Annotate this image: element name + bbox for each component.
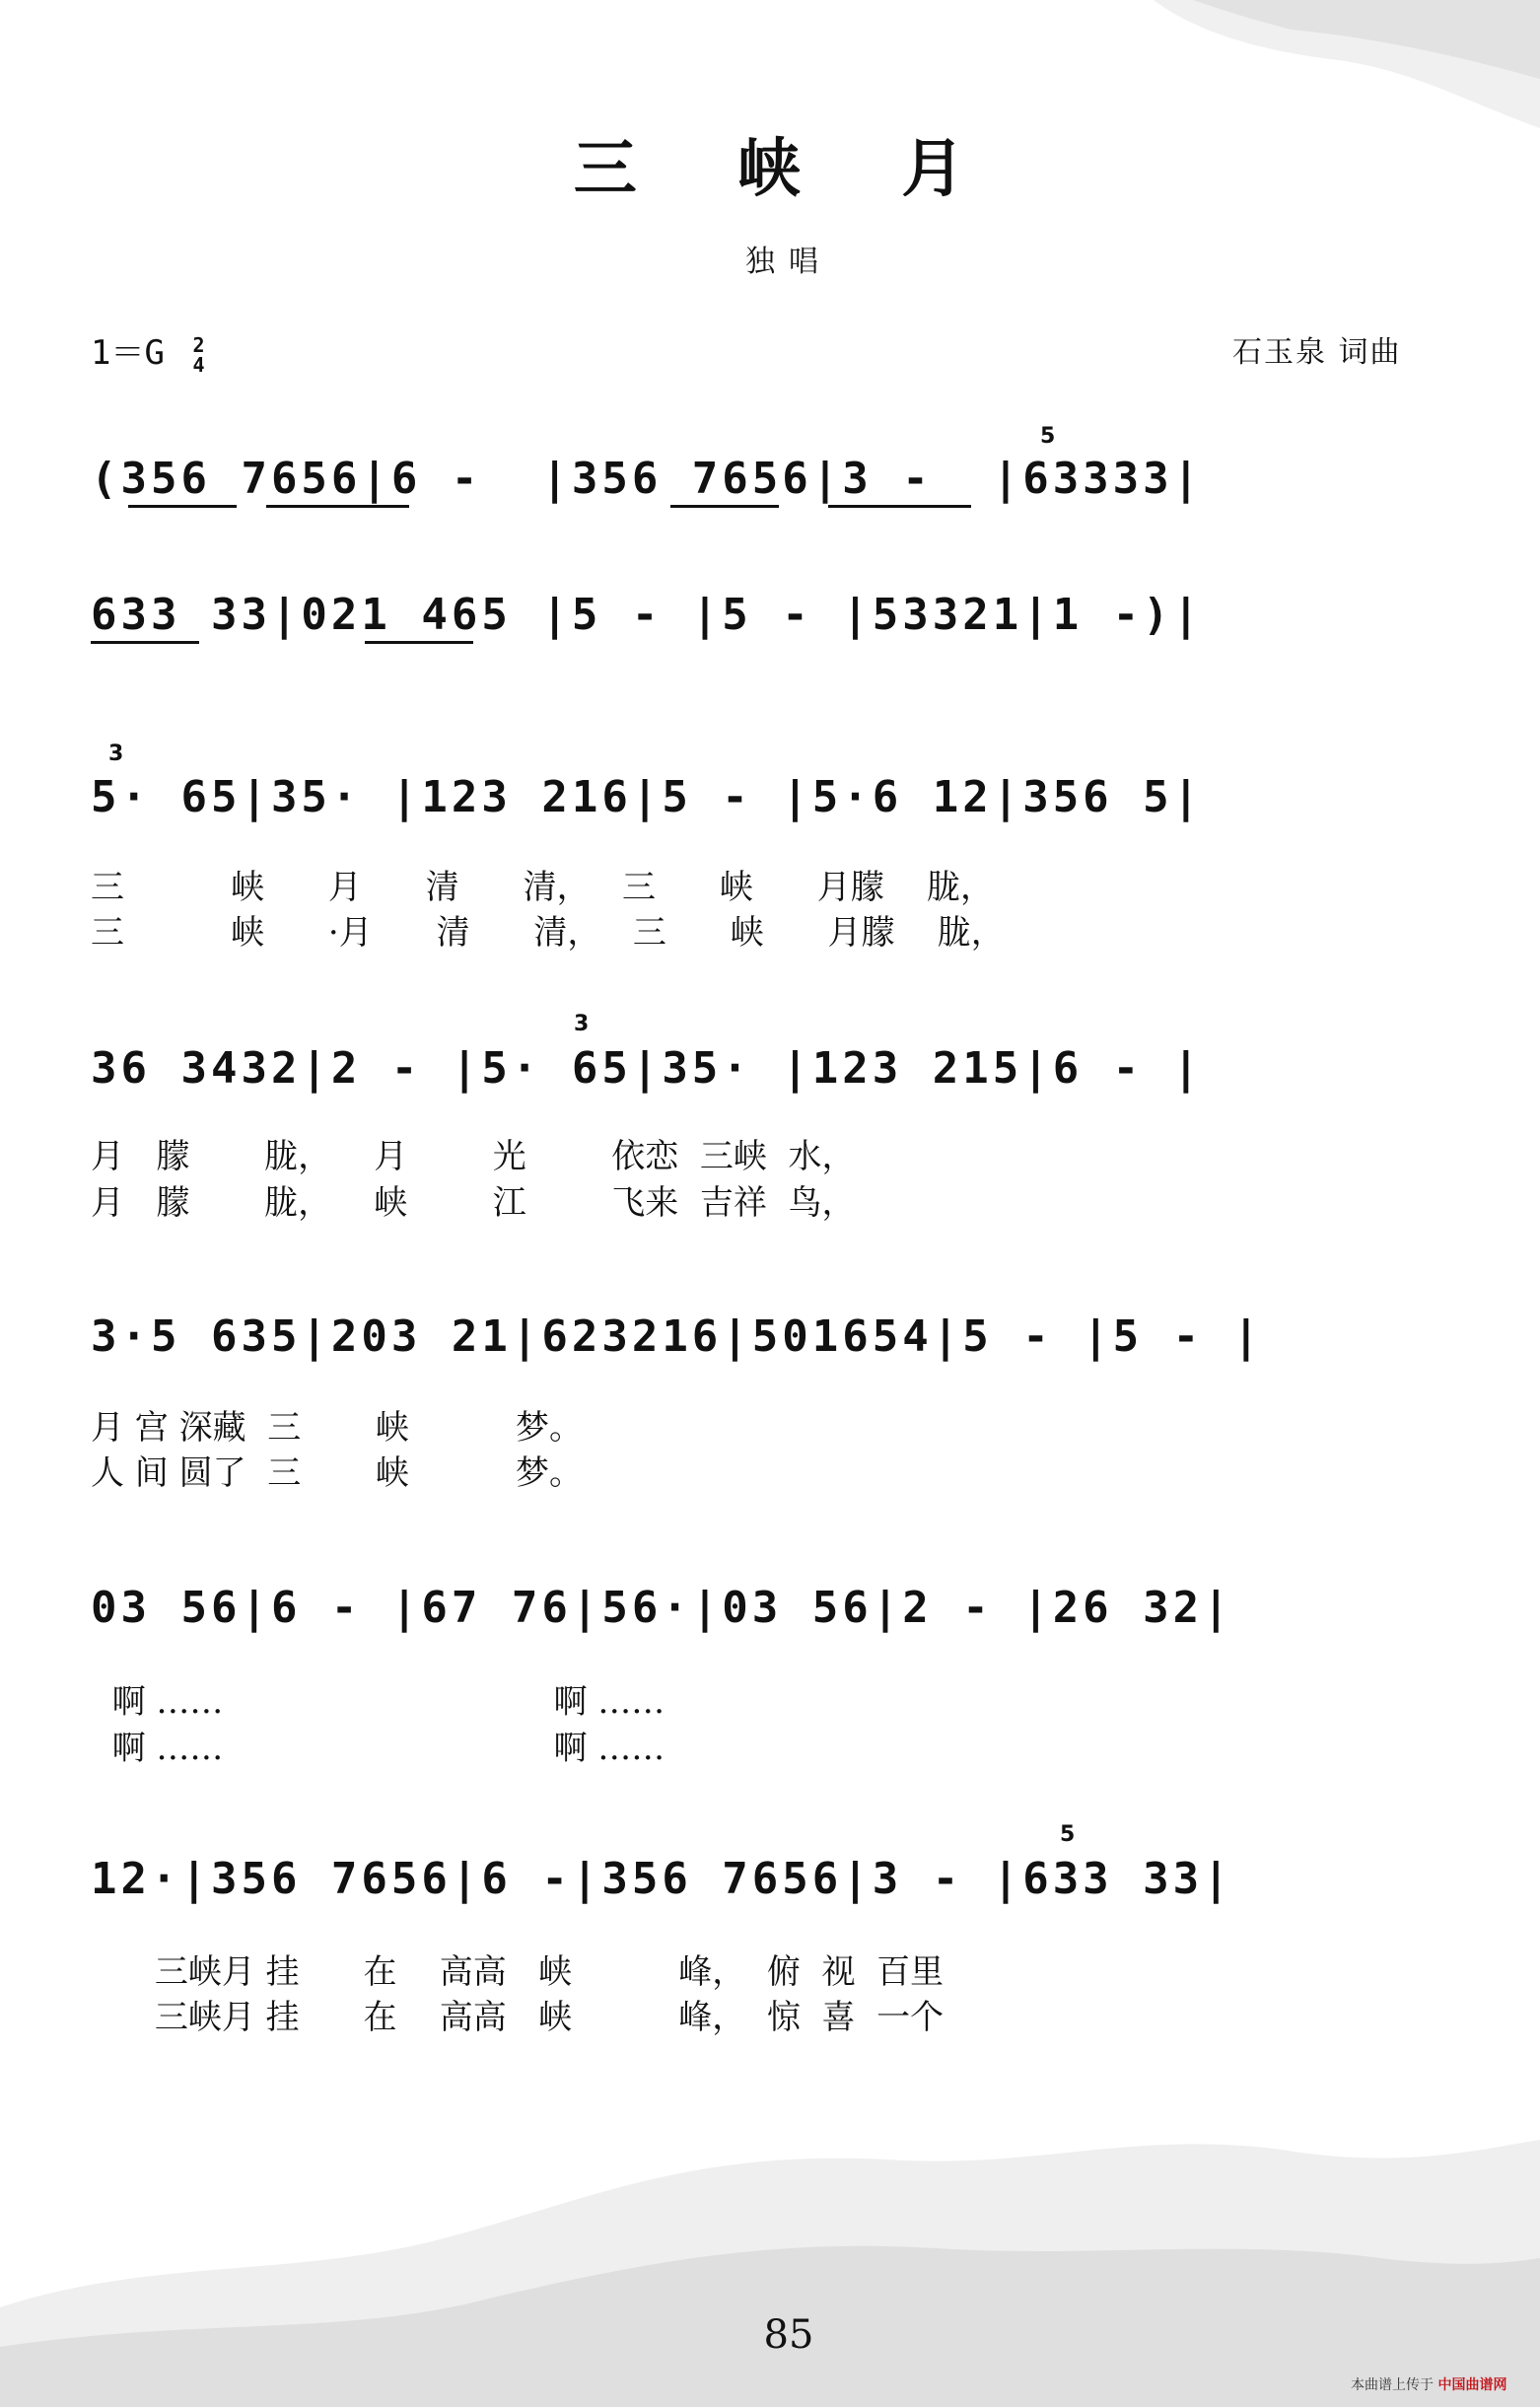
lyric-line-6-verse-1: 啊 …… 啊 …… (91, 1682, 665, 1722)
page-number: 85 (763, 2312, 814, 2358)
time-signature (192, 332, 205, 377)
lyric-line-7-verse-1: 三峡月 挂 在 高高 峡 峰， 俯 视 百里 (91, 1952, 945, 1992)
lyric-line-5-verse-2: 人 间 圆了 三 峡 梦。 (91, 1453, 583, 1493)
grace-note: 5 (1060, 1822, 1076, 1847)
source-credit (1351, 2374, 1506, 2394)
key-label: 1＝G (91, 333, 165, 373)
lyric-line-6-verse-2: 啊 …… 啊 …… (91, 1729, 665, 1768)
decorative-mountain-wash (0, 2090, 1540, 2407)
grace-note: 5 (1040, 424, 1056, 449)
underline-beam (365, 641, 473, 644)
lyric-line-7-verse-2: 三峡月 挂 在 高高 峡 峰， 惊 喜 一个 (91, 1998, 945, 2037)
lyric-line-3-verse-2: 三 峡 ·月 清 清， 三 峡 月朦 胧， (91, 913, 1005, 953)
underline-beam (128, 505, 237, 508)
time-signature-bottom: 4 (192, 352, 205, 377)
score-line-7: 12·|356 7656|6 -|356 7656|3 - |633 33| (91, 1854, 1233, 1904)
score-line-3: 5· 65|35· |123 216|5 - |5·6 12|356 5| (91, 772, 1204, 822)
underline-beam (828, 505, 971, 508)
grace-note: 3 (574, 1012, 590, 1036)
source-credit-brand: 中国曲谱网 (1437, 2377, 1507, 2393)
lyric-line-5-verse-1: 月 宫 深藏 三 峡 梦。 (91, 1408, 583, 1448)
lyric-line-4-verse-1: 月 朦 胧， 月 光 依恋 三峡 水， (91, 1137, 856, 1176)
lyric-line-4-verse-2: 月 朦 胧， 峡 江 飞来 吉祥 鸟， (91, 1183, 856, 1223)
song-title: 三 峡 月 (573, 132, 1005, 206)
source-credit-text: 本曲谱上传于 (1351, 2377, 1434, 2393)
underline-beam (91, 641, 199, 644)
score-line-4: 36 3432|2 - |5· 65|35· |123 215|6 - | (91, 1043, 1204, 1094)
score-line-5: 3·5 635|203 21|623216|501654|5 - |5 - | (91, 1311, 1264, 1362)
decorative-mist-top (1035, 0, 1540, 128)
time-signature-top: 2 (192, 332, 205, 357)
key-signature (91, 325, 204, 375)
score-line-1: (356 7656|6 - |356 7656|3 - |63333| (91, 454, 1204, 504)
lyric-line-3-verse-1: 三 峡 月 清 清， 三 峡 月朦 胧， (91, 868, 994, 907)
underline-beam (266, 505, 409, 508)
score-line-2: 633 33|021 465 |5 - |5 - |53321|1 -)| (91, 590, 1204, 640)
underline-beam (670, 505, 779, 508)
author-credit: 石玉泉 词曲 (1232, 335, 1402, 370)
grace-note: 3 (108, 742, 124, 766)
score-line-6: 03 56|6 - |67 76|56·|03 56|2 - |26 32| (91, 1583, 1233, 1633)
performance-type: 独唱 (745, 245, 832, 279)
